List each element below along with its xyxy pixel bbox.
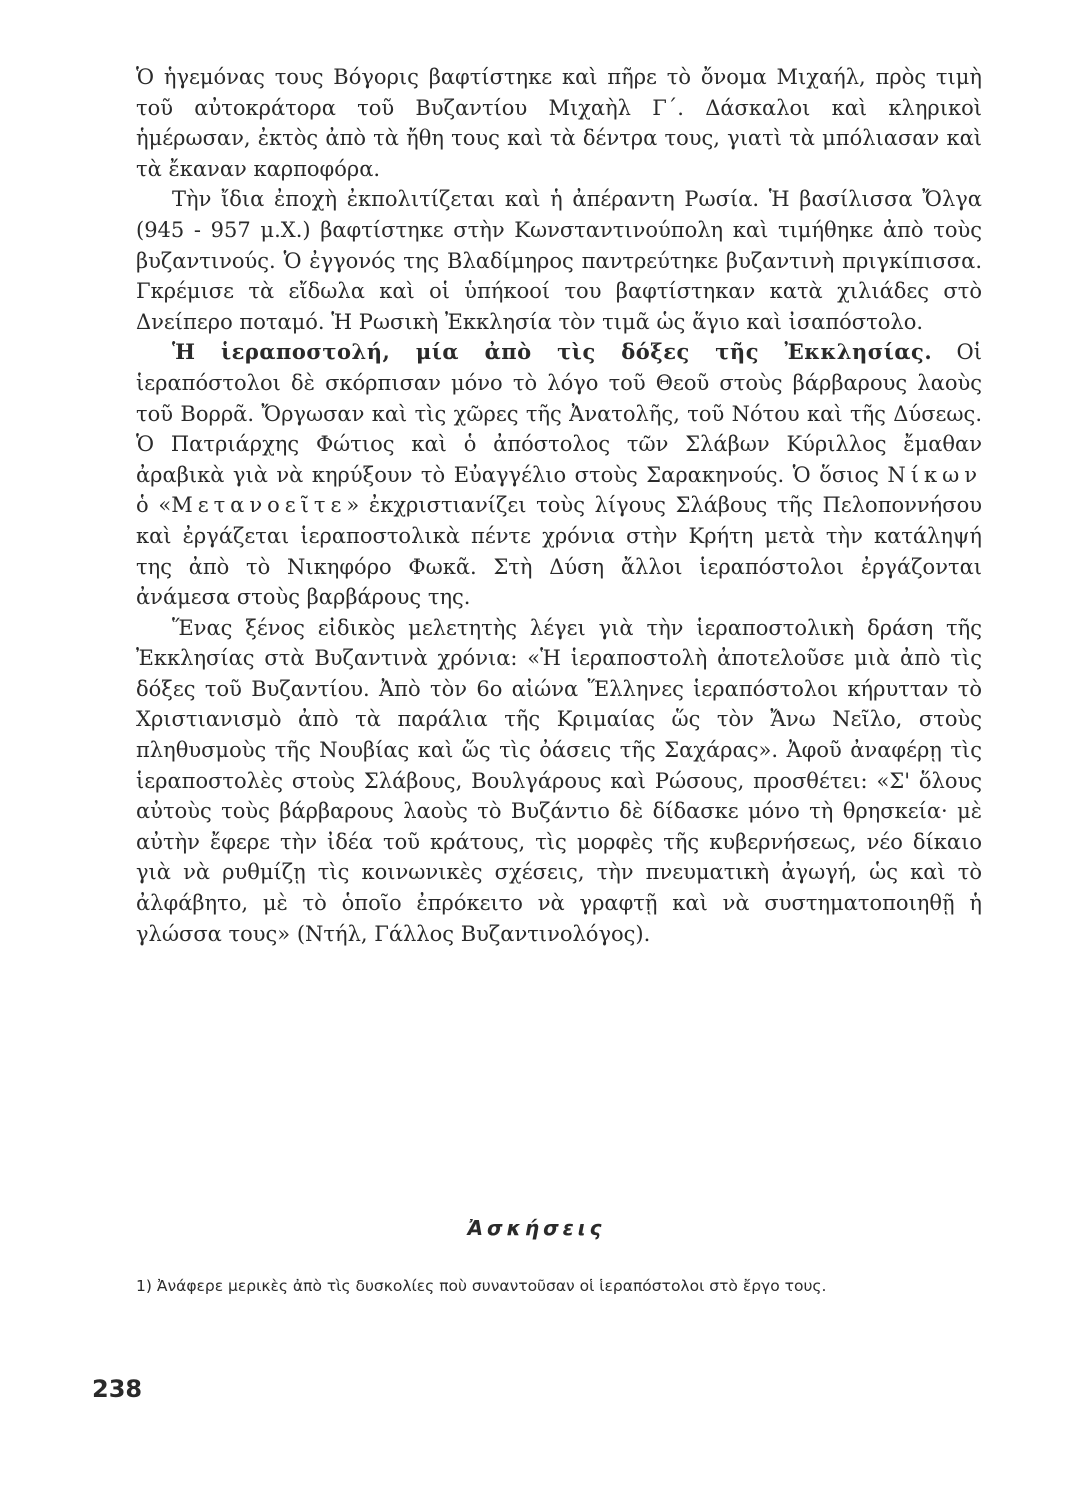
section-heading: Ἡ ἱεραποστολή, μία ἀπὸ τὶς δόξες τῆς Ἐκκλησίας. (172, 339, 933, 365)
paragraph-1: Ὁ ἡγεμόνας τους Βόγορις βαφτίστηκε καὶ πῆρε τὸ ὄνομα Μιχαήλ, πρὸς τιμὴ τοῦ αὐτοκράτορα τοῦ Βυζαντίου Μιχαὴλ Γ΄. Δάσκαλοι καὶ κληρικοὶ ἡμέρωσαν, ἐκτὸς ἀπὸ τὰ ἤθη τους καὶ τὰ δέντρα τους, γιατὶ τὰ μπόλιασαν καὶ τὰ ἔκαναν καρποφόρα. (136, 65, 982, 181)
exercises-title: Ἀσκήσεις (467, 1216, 606, 1240)
name-metanoeite: Μετανοεῖτε (171, 493, 347, 518)
body-text (136, 62, 982, 949)
page-number: 238 (92, 1375, 143, 1403)
paragraph-4: Ἕνας ξένος εἰδικὸς μελετητὴς λέγει γιὰ τὴν ἱεραποστολικὴ δράση τῆς Ἐκκλησίας στὰ Βυζαντινὰ χρόνια: «Ἡ ἱεραποστολὴ ἀποτελοῦσε μιὰ ἀπὸ τὶς δόξες τοῦ Βυζαντίου. Ἀπὸ τὸν 6ο αἰώνα Ἕλληνες ἱεραπόστολοι κήρυτταν τὸ Χριστιανισμὸ ἀπὸ τὰ παράλια τῆς Κριμαίας ὥς τὸν Ἄνω Νεῖλο, στοὺς πληθυσμοὺς τῆς Νουβίας καὶ ὥς τὶς ὀάσεις τῆς Σαχάρας». Ἀφοῦ ἀναφέρῃ τὶς ἱεραποστολὲς στοὺς Σλάβους, Βουλγάρους καὶ Ρώσους, προσθέτει: «Σ' ὅλους αὐτοὺς τοὺς βάρβαρους λαοὺς τὸ Βυζάντιο δὲ δίδασκε μόνο τὴ θρησκεία· μὲ αὐτὴν ἔφερε τὴν ἰδέα τοῦ κράτους, τὶς μορφὲς τῆς κυβερνήσεως, νέο δίκαιο γιὰ νὰ ρυθμίζῃ τὶς κοινωνικὲς σχέσεις, τὴν πνευματικὴ ἀγωγή, ὡς καὶ τὸ ἀλφάβητο, μὲ τὸ ὁποῖο ἐπρόκειτο νὰ γραφτῇ καὶ νὰ συστηματοποιηθῇ ἡ γλώσσα τους» (Ντήλ, Γάλλος Βυζαντινολόγος). (136, 615, 982, 946)
paragraph-3 (136, 337, 982, 612)
paragraph-2: Τὴν ἴδια ἐποχὴ ἐκπολιτίζεται καὶ ἡ ἀπέραντη Ρωσία. Ἡ βασίλισσα Ὄλγα (945 - 957 μ.Χ.) βαφτίστηκε στὴν Κωνσταντινούπολη καὶ τιμήθηκε ἀπὸ τοὺς βυζαντινούς. Ὁ ἐγγονός της Βλαδίμηρος παντρεύτηκε βυζαντινὴ πριγκίπισσα. Γκρέμισε τὰ εἴδωλα καὶ οἱ ὑπήκοοί του βαφτίστηκαν κατὰ χιλιάδες στὸ Δνείπερο ποταμό. Ἡ Ρωσικὴ Ἐκκλησία τὸν τιμᾶ ὡς ἅγιο καὶ ἰσαπόστολο. (136, 187, 982, 334)
name-nikon: Νίκων (887, 462, 982, 487)
paragraph-3-text-c: » ἐκχριστιανίζει τοὺς λίγους Σλάβους τῆς Πελοποννήσου καὶ ἐργάζεται ἱεραποστολικὰ πέντε χρόνια στὴν Κρήτη μετὰ τὴν κατάληψή της ἀπὸ τὸ Νικηφόρο Φωκᾶ. Στὴ Δύση ἄλλοι ἱεραπόστολοι ἐργάζονται ἀνάμεσα στοὺς βαρβάρους της. (136, 493, 983, 610)
exercise-item: 1) Ἀνάφερε μερικὲς ἀπὸ τὶς δυσκολίες ποὺ συναντοῦσαν οἱ ἱεραπόστολοι στὸ ἔργο τους. (136, 1277, 827, 1295)
paragraph-3-text-b: ὁ « (136, 493, 172, 518)
paragraph-3-text-a: Οἱ ἱεραπόστολοι δὲ σκόρπισαν μόνο τὸ λόγο τοῦ Θεοῦ στοὺς βάρβαρους λαοὺς τοῦ Βορρᾶ. Ὄργωσαν καὶ τὶς χῶρες τῆς Ἀνατολῆς, τοῦ Νότου καὶ τῆς Δύσεως. Ὁ Πατριάρχης Φώτιος καὶ ὁ ἀπόστολος τῶν Σλάβων Κύριλλος ἔμαθαν ἀραβικὰ γιὰ νὰ κηρύξουν τὸ Εὐαγγέλιο στοὺς Σαρακηνούς. Ὁ ὅσιος (136, 340, 982, 487)
